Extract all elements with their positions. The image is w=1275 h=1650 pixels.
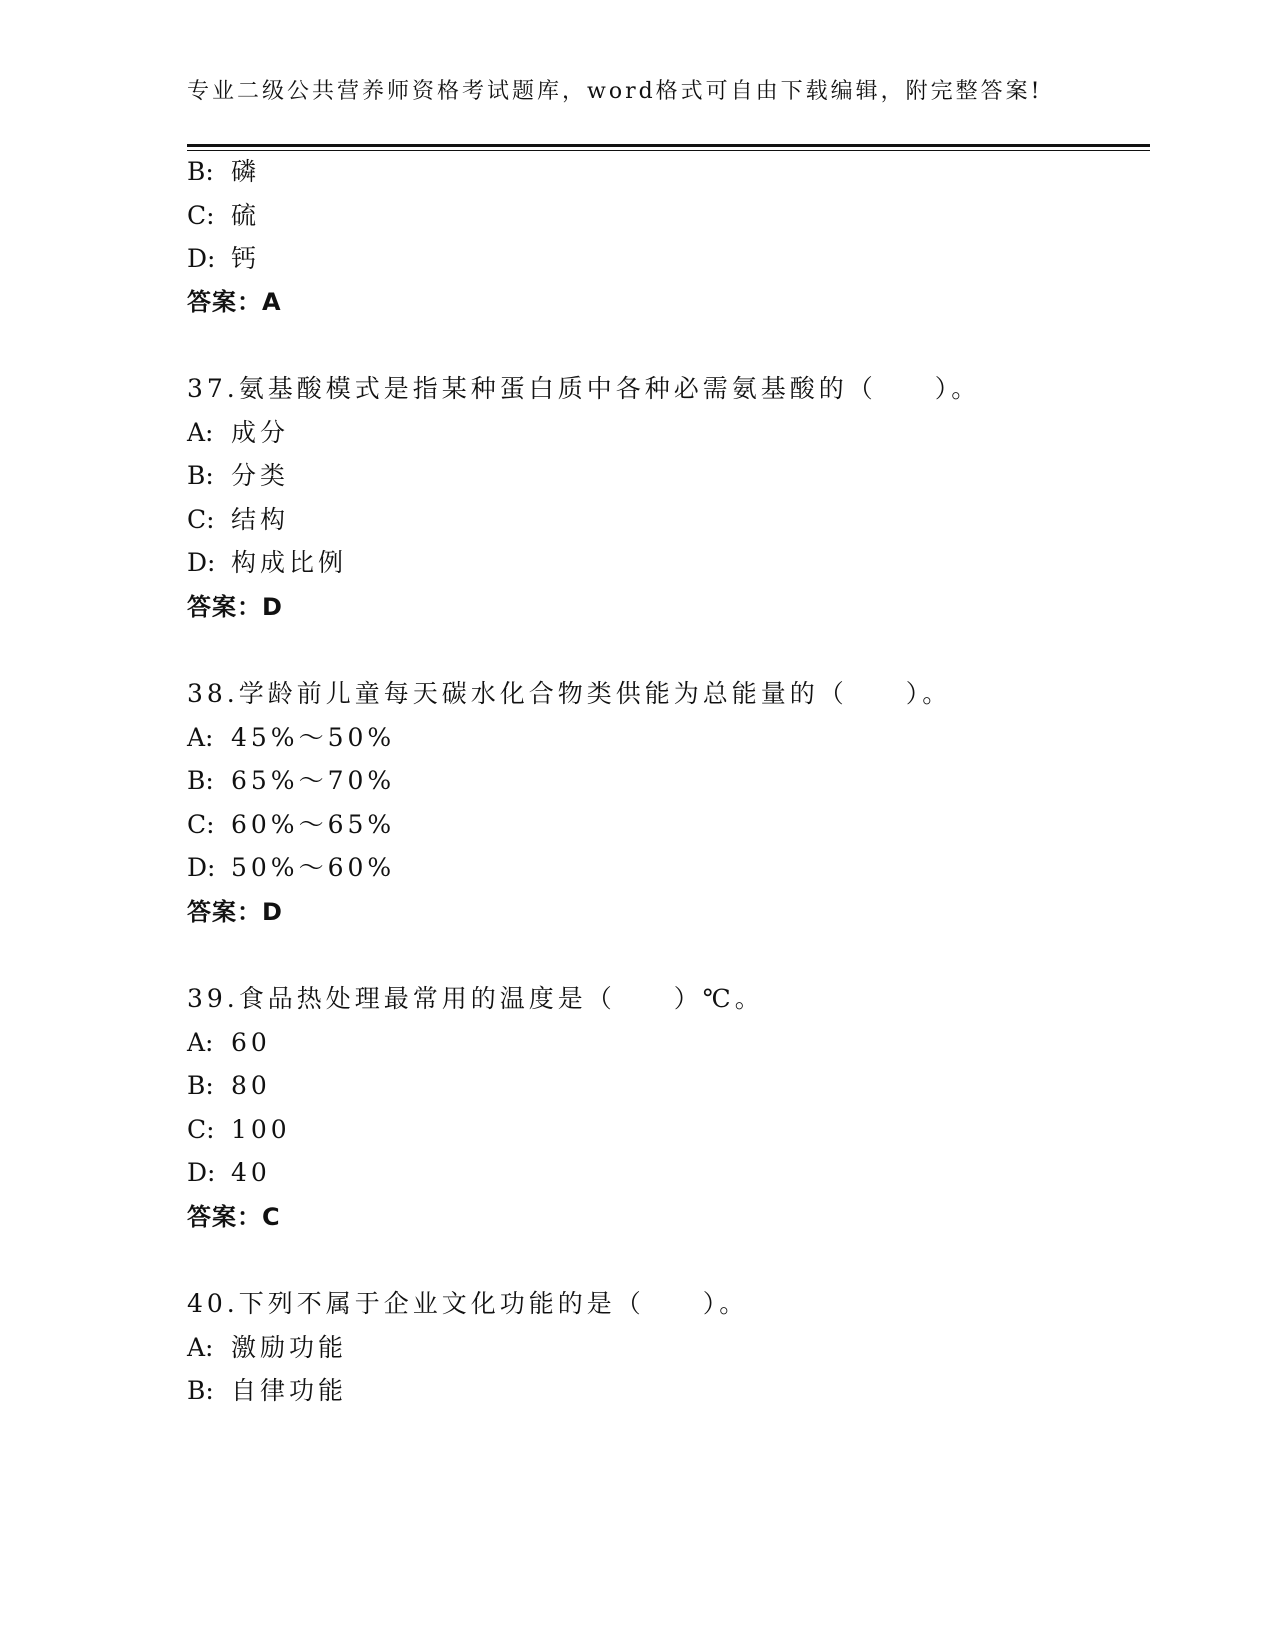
option-line: A: 成分 (187, 418, 290, 447)
option-line: B: 分类 (187, 461, 290, 490)
option-line: D: 钙 (187, 244, 261, 273)
option-line: B: 65%～70% (187, 766, 396, 795)
option-line: C: 60%～65% (187, 810, 396, 839)
answer-line: 答案：D (187, 593, 283, 621)
answer-line: 答案：A (187, 288, 282, 316)
option-line: D: 构成比例 (187, 548, 348, 577)
option-line: B: 磷 (187, 157, 261, 186)
option-line: A: 激励功能 (187, 1333, 348, 1362)
option-line: D: 50%～60% (187, 853, 396, 882)
question-stem: 37.氨基酸模式是指某种蛋白质中各种必需氨基酸的（ ）。 (187, 374, 981, 403)
option-line: B: 自律功能 (187, 1376, 348, 1405)
header-rule-thin (187, 150, 1150, 151)
option-line: A: 60 (187, 1028, 271, 1057)
option-line: B: 80 (187, 1071, 271, 1100)
option-line: C: 结构 (187, 505, 290, 534)
question-stem: 38.学龄前儿童每天碳水化合物类供能为总能量的（ ）。 (187, 679, 952, 708)
question-stem: 40.下列不属于企业文化功能的是（ ）。 (187, 1289, 749, 1318)
answer-line: 答案：C (187, 1203, 281, 1231)
option-line: C: 硫 (187, 201, 261, 230)
option-line: C: 100 (187, 1115, 291, 1144)
answer-line: 答案：D (187, 898, 283, 926)
option-line: D: 40 (187, 1158, 271, 1187)
option-line: A: 45%～50% (187, 723, 396, 752)
header-rule-thick (187, 144, 1150, 147)
page-header: 专业二级公共营养师资格考试题库，word格式可自由下载编辑，附完整答案! (187, 79, 1043, 104)
question-stem: 39.食品热处理最常用的温度是（ ）℃。 (187, 984, 764, 1013)
